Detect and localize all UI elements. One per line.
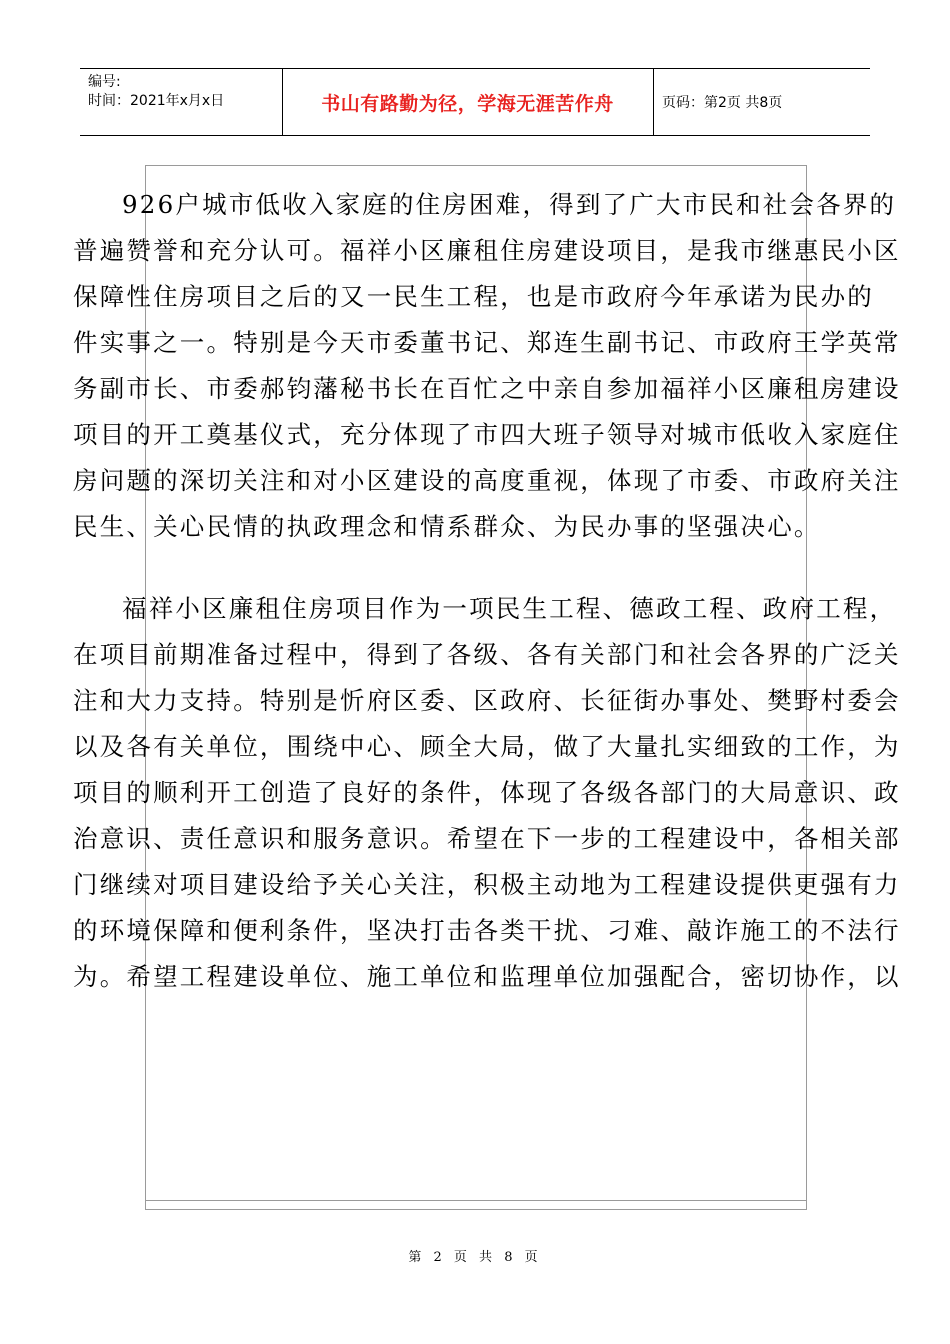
- number-label: 编号:: [88, 74, 121, 90]
- time-label: 时间：2021年x月x日: [88, 93, 225, 109]
- header-motto: 书山有路勤为径，学海无涯苦作舟: [321, 92, 614, 115]
- text-line: 为。希望工程建设单位、施工单位和监理单位加强配合，密切协作，以: [73, 962, 901, 991]
- text-line: 福祥小区廉租住房项目作为一项民生工程、德政工程、政府工程，: [122, 594, 897, 623]
- frame-rule: [146, 1200, 806, 1201]
- text-line: 以及各有关单位，围绕中心、顾全大局，做了大量扎实细致的工作，为: [73, 732, 901, 761]
- text-line: 项目的开工奠基仪式，充分体现了市四大班子领导对城市低收入家庭住: [73, 420, 901, 449]
- header-meta: [88, 73, 224, 111]
- page-footer: 第 2 页 共 8 页: [408, 1250, 542, 1265]
- paragraph-2: [73, 586, 901, 1000]
- text-line: 务副市长、市委郝钧藩秘书长在百忙之中亲自参加福祥小区廉租房建设: [73, 374, 901, 403]
- text-line: 普遍赞誉和充分认可。福祥小区廉租住房建设项目，是我市继惠民小区: [73, 236, 901, 265]
- text-line: 926户城市低收入家庭的住房困难，得到了广大市民和社会各界的: [122, 190, 897, 219]
- document-body: [73, 182, 901, 1000]
- text-line: 项目的顺利开工创造了良好的条件，体现了各级各部门的大局意识、政: [73, 778, 901, 807]
- text-line: 在项目前期准备过程中，得到了各级、各有关部门和社会各界的广泛关: [73, 640, 901, 669]
- header-divider: [653, 69, 654, 135]
- text-line: 治意识、责任意识和服务意识。希望在下一步的工程建设中，各相关部: [73, 824, 901, 853]
- text-line: 的环境保障和便利条件，坚决打击各类干扰、刁难、敲诈施工的不法行: [73, 916, 901, 945]
- text-line: 件实事之一。特别是今天市委董书记、郑连生副书记、市政府王学英常: [73, 328, 901, 357]
- text-line: 注和大力支持。特别是忻府区委、区政府、长征街办事处、樊野村委会: [73, 686, 901, 715]
- document-header: [80, 68, 870, 136]
- paragraph-spacer: [73, 550, 873, 586]
- text-line: 民生、关心民情的执政理念和情系群众、为民办事的坚强决心。: [73, 512, 821, 541]
- header-page-info: 页码：第2页 共8页: [662, 95, 783, 111]
- text-line: 保障性住房项目之后的又一民生工程，也是市政府今年承诺为民办的: [73, 282, 874, 311]
- text-line: 房问题的深切关注和对小区建设的高度重视，体现了市委、市政府关注: [73, 466, 901, 495]
- paragraph-1: [73, 182, 901, 550]
- text-line: 门继续对项目建设给予关心关注，积极主动地为工程建设提供更强有力: [73, 870, 901, 899]
